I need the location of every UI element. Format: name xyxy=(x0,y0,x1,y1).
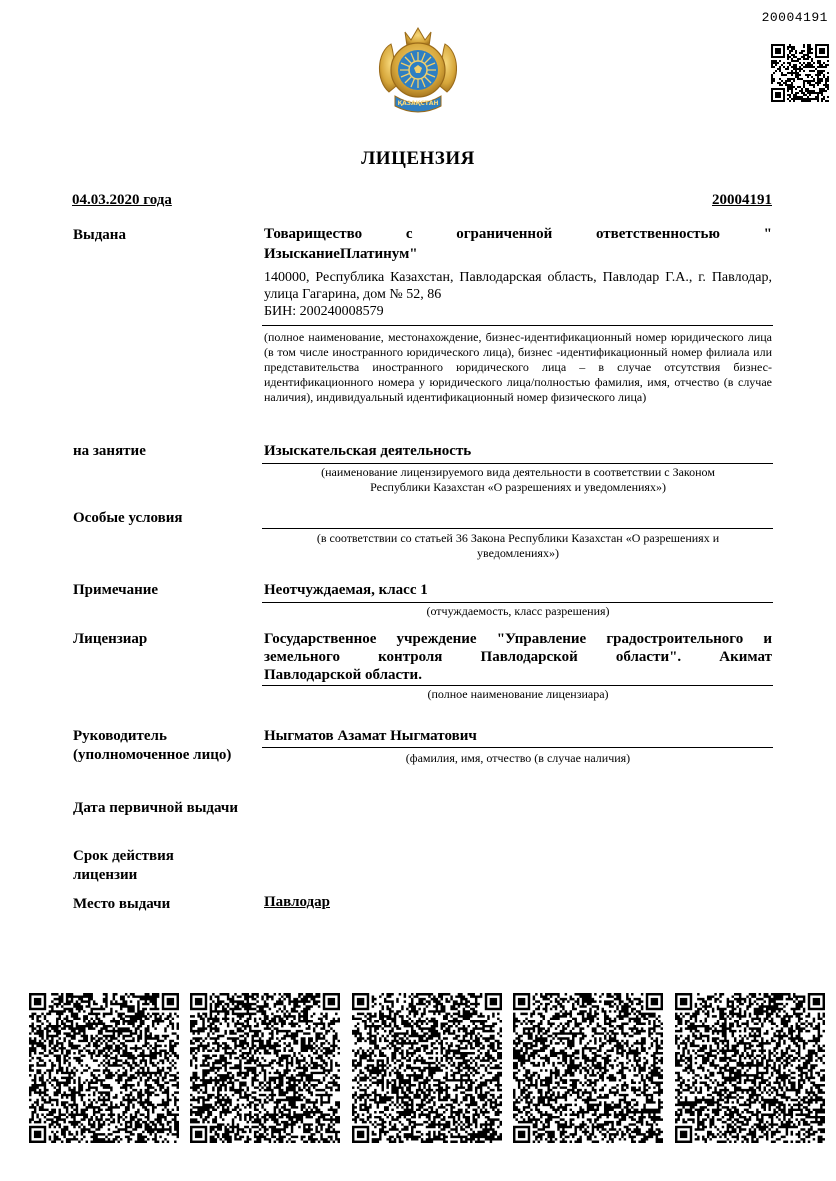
licensor-line2: земельного контроля Павлодарской области". Акимат xyxy=(264,649,772,665)
head-underline xyxy=(262,747,773,748)
issued-underline xyxy=(262,325,773,326)
activity-hint: (наименование лицензируемого вида деятельности в соответствии с Законом Республики Казахстан «О разрешениях и уведомлениях») xyxy=(321,465,715,494)
note-label: Примечание xyxy=(73,582,159,598)
licensor-underline xyxy=(262,685,773,686)
issued-name-line2: ИзысканиеПлатинум" xyxy=(264,246,418,262)
head-label-line2: (уполномоченное лицо) xyxy=(73,747,232,763)
issued-hint: (полное наименование, местонахождение, бизнес-идентификационный номер юридического лица (в том числе иностранного юридического лица), бизнес -идентификационный номер филиала или представительства иностранного юридического лица – в случае отсутствия бизнес-идентификационного номера у юридического лица/полностью фамилия, имя, отчество (в случае наличия), индивидуальный идентификационный номер физического лица) xyxy=(264,330,772,404)
qr-code-4 xyxy=(513,993,663,1143)
special-hint: (в соответствии со статьей 36 Закона Республики Казахстан «О разрешениях и уведомлениях») xyxy=(316,531,720,560)
issued-address: 140000, Республика Казахстан, Павлодарская область, Павлодар Г.А., г. Павлодар, улица Гагарина, дом № 52, 86 xyxy=(264,270,772,302)
note-value: Неотчуждаемая, класс 1 xyxy=(264,582,428,598)
validity-label-line2: лицензии xyxy=(73,867,138,883)
page-title: ЛИЦЕНЗИЯ xyxy=(361,148,475,169)
activity-underline xyxy=(262,463,773,464)
place-value: Павлодар xyxy=(264,894,330,910)
issued-bin: БИН: 200240008579 xyxy=(264,304,384,319)
issued-name-line1: Товарищество с ограниченной ответственностью " xyxy=(264,226,772,242)
licensor-hint: (полное наименование лицензиара) xyxy=(427,687,609,701)
document-number-top: 20004191 xyxy=(761,10,828,25)
head-hint: (фамилия, имя, отчество (в случае наличия) xyxy=(405,751,631,765)
licensor-label: Лицензиар xyxy=(73,631,148,647)
issued-label: Выдана xyxy=(73,227,126,243)
qr-code-2 xyxy=(190,993,340,1143)
first-issue-label: Дата первичной выдачи xyxy=(73,800,239,816)
licensor-line1: Государственное учреждение "Управление градостроительного и xyxy=(264,631,772,647)
emblem-ribbon-text: ҚАЗАҚСТАН xyxy=(397,100,439,107)
validity-label-line1: Срок действия xyxy=(73,848,174,864)
activity-value: Изыскательская деятельность xyxy=(264,443,472,459)
special-underline xyxy=(262,528,773,529)
qr-code-small xyxy=(771,44,829,102)
qr-code-3 xyxy=(352,993,502,1143)
head-value: Ныгматов Азамат Ныгматович xyxy=(264,728,477,744)
license-date: 04.03.2020 года xyxy=(72,192,172,208)
head-label-line1: Руководитель xyxy=(73,728,167,744)
licensor-line3: Павлодарской области. xyxy=(264,667,422,683)
state-emblem xyxy=(371,22,465,116)
place-label: Место выдачи xyxy=(73,896,171,912)
qr-code-5 xyxy=(675,993,825,1143)
license-number: 20004191 xyxy=(712,192,772,208)
special-label: Особые условия xyxy=(73,510,183,526)
note-hint: (отчуждаемость, класс разрешения) xyxy=(426,604,610,618)
qr-code-1 xyxy=(29,993,179,1143)
activity-label: на занятие xyxy=(73,443,146,459)
note-underline xyxy=(262,602,773,603)
